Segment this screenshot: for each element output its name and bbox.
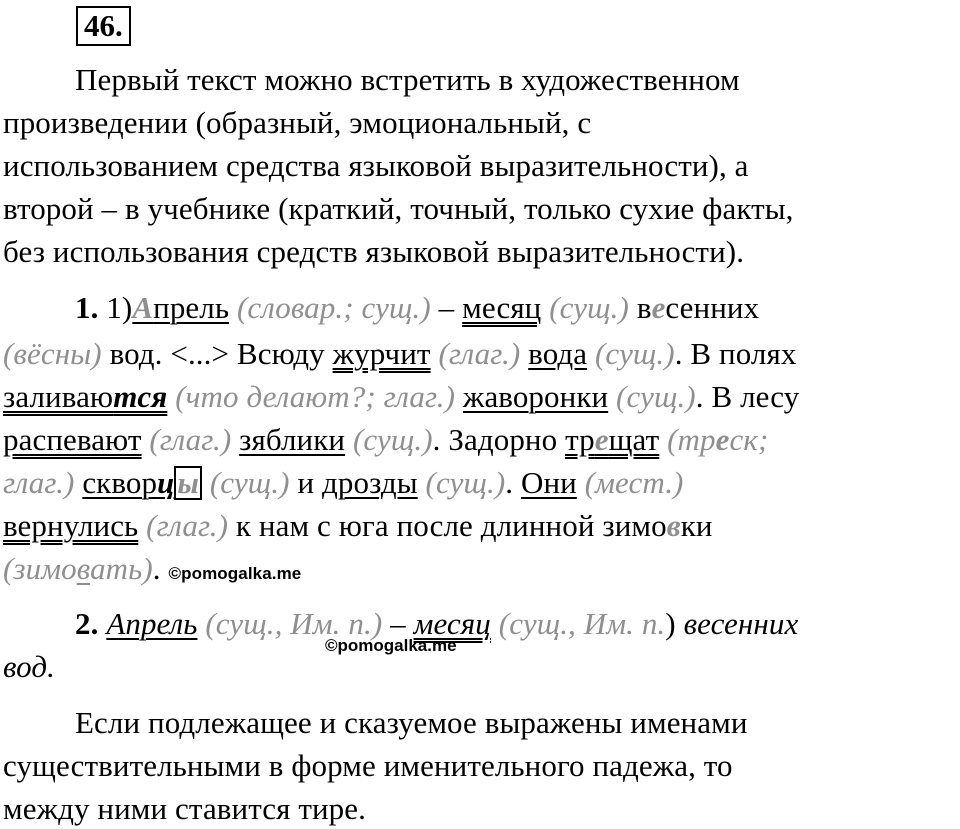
word-aprel: Апрель (106, 606, 198, 641)
note: глаг.) (3, 465, 75, 500)
task1-number: 1. (75, 290, 99, 325)
word-vernulis: вернулись (3, 508, 139, 543)
word-vesennikh: весенних (683, 606, 799, 641)
note: (сущ.) (352, 422, 433, 457)
paragraph3-line: Если подлежащее и сказуемое выражены именами (75, 705, 748, 740)
task1-line: распевают (глаг.) зяблики (сущ.). Задорно трещат (треск; (3, 422, 769, 457)
note: (вёсны) (3, 336, 102, 371)
watermark: ©pomogalka.me (168, 564, 302, 583)
paragraph1-line: произведении (образный, эмоциональный, с (3, 105, 592, 140)
task1-line: глаг.) скворцы (сущ.) и дрозды (сущ.). Они (мест.) (3, 465, 684, 500)
paragraph1-line: Первый текст можно встретить в художественном (75, 62, 740, 97)
note: (треск; (667, 422, 769, 457)
task1-line: вернулись (глаг.) к нам с юга после длинной зимовки (3, 508, 713, 543)
word-drozdy: дрозды (322, 465, 418, 500)
note: (словар.; сущ.) (236, 290, 431, 325)
note: (что делают?; глаг.) (175, 379, 456, 414)
paragraph1-line: второй – в учебнике (краткий, точный, только сухие факты, (3, 191, 794, 226)
note: (зимовать) (3, 551, 153, 586)
task1-line: заливаются (что делают?; глаг.) жаворонки (сущ.). В лесу (3, 379, 800, 414)
word-oni: Они (520, 465, 577, 500)
task1-line: (зимовать). ©pomogalka.me (3, 551, 302, 586)
paragraph1-line: использованием средства языковой выразительности), а (3, 148, 749, 183)
watermark: ©pomogalka.me (325, 636, 457, 655)
word-voda: вода (528, 336, 588, 371)
word-aprel: Апрель (132, 290, 230, 325)
word-raspevayut: распевают (3, 422, 142, 457)
task2-line: вод. (3, 649, 55, 684)
task1-line: (вёсны) вод. <...> Всюду журчит (глаг.) вода (сущ.). В полях (3, 336, 797, 371)
task2-line: 2. Апрель (сущ., Им. п.) – месяц (сущ., Им. п.) весенних (75, 606, 799, 641)
note: (сущ.) (549, 290, 629, 325)
note: (сущ., Им. п. (498, 606, 666, 641)
word-zalivayutsya: заливаются (3, 379, 168, 414)
exercise-number: 46. (76, 6, 131, 46)
note: (глаг.) (438, 336, 521, 371)
task2-number: 2. (75, 606, 99, 641)
task1-subnumber: 1) (106, 290, 133, 325)
note: (глаг.) (146, 508, 229, 543)
paragraph3-line: существительными в форме именительного падежа, то (3, 748, 733, 783)
word-skvortsy: скворцы (82, 465, 202, 500)
paragraph3-line: между ними ставится тире. (3, 791, 366, 826)
ending-box: ы (174, 466, 202, 500)
word-mesyats: месяц (413, 606, 491, 641)
word-zhurchit: журчит (332, 336, 431, 371)
task1-line: 1. 1)Апрель (словар.; сущ.) – месяц (сущ.) весенних (75, 290, 760, 325)
note: (сущ.) (209, 465, 290, 500)
word-zybliki: зяблики (239, 422, 346, 457)
note: (сущ.) (425, 465, 506, 500)
word-mesyats: месяц (462, 290, 542, 325)
note: (сущ.) (595, 336, 675, 371)
paragraph1-line: без использования средств языковой выразительности). (3, 234, 745, 269)
note: (сущ., Им. п.) (205, 606, 383, 641)
word-zhavoronki: жаворонки (462, 379, 609, 414)
word-vesennikh: весенних (636, 290, 760, 325)
note: (мест.) (584, 465, 684, 500)
note: (сущ.) (616, 379, 696, 414)
note: (глаг.) (149, 422, 232, 457)
word-treshchat: трещат (565, 422, 660, 457)
